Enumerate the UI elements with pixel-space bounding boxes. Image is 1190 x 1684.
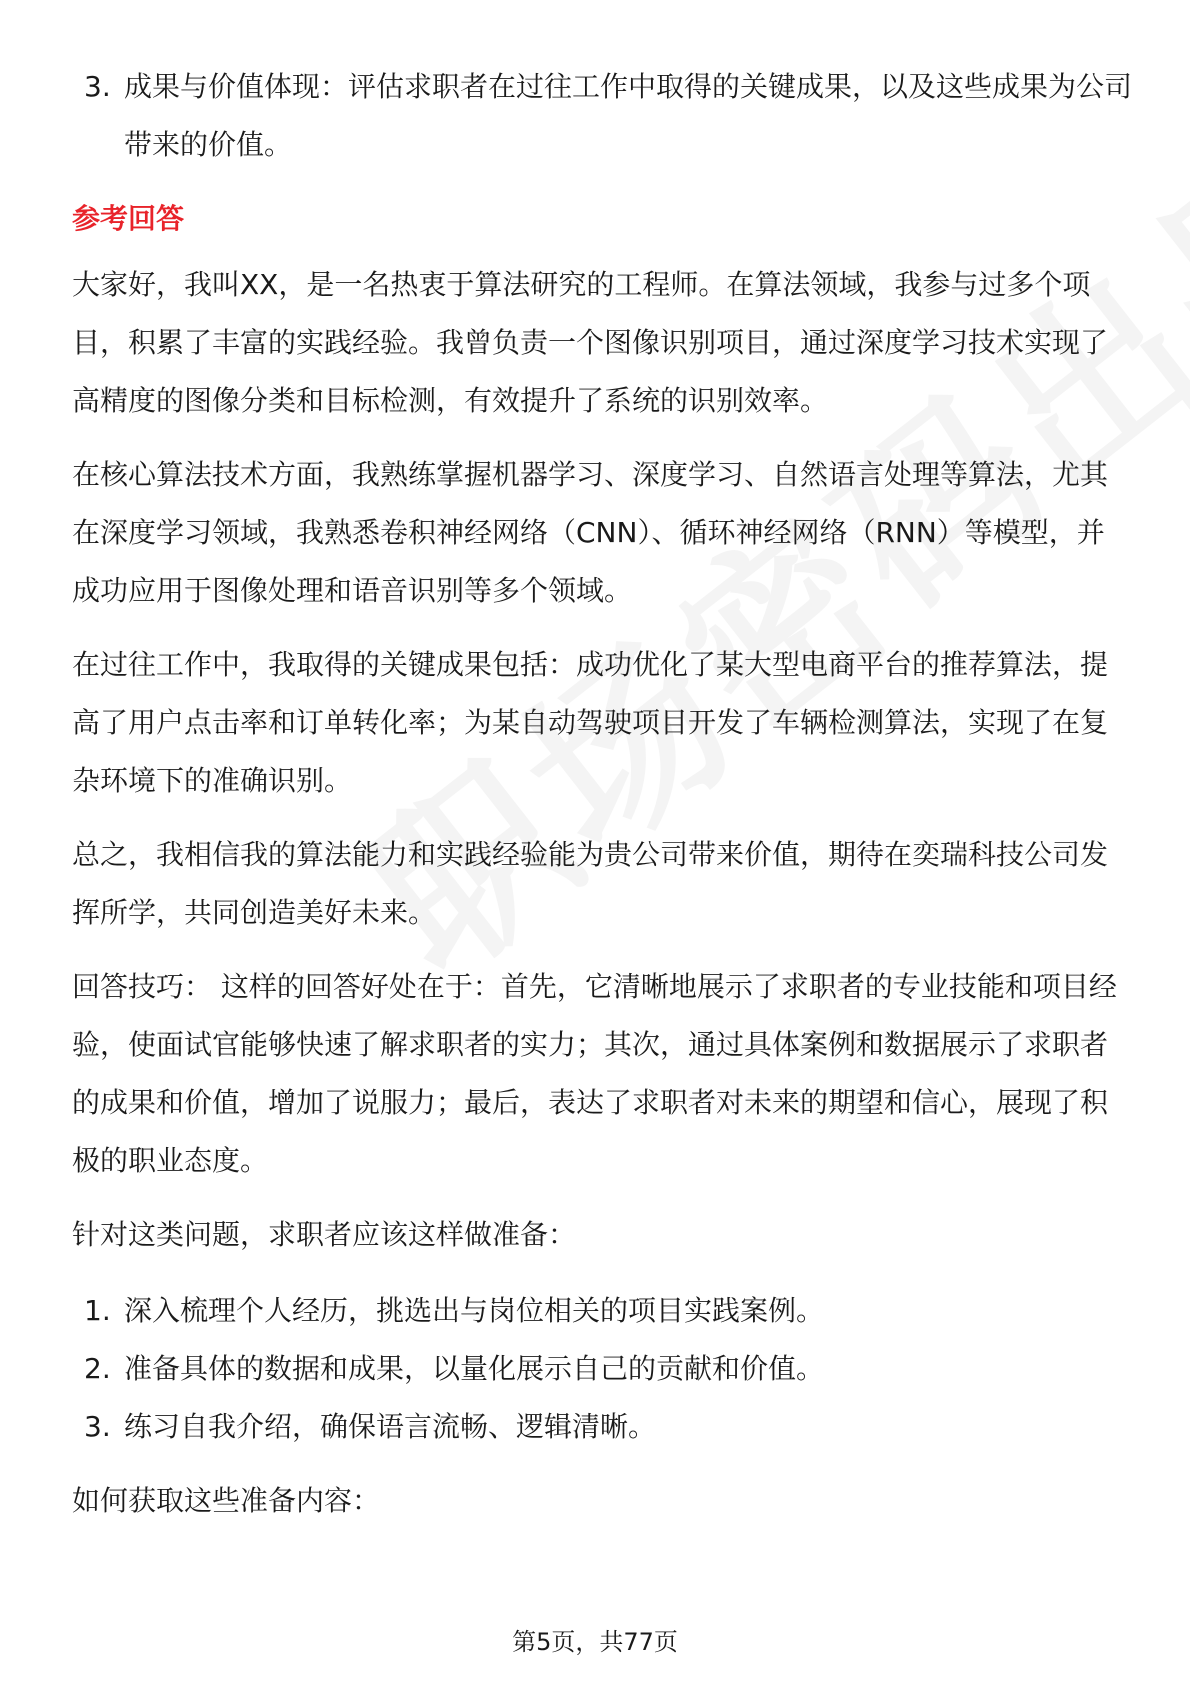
closing-paragraph: 如何获取这些准备内容： — [72, 1484, 381, 1517]
page-content — [72, 58, 1132, 1530]
criteria-item-3 — [72, 58, 1132, 174]
answer-paragraph-conclusion: 总之，我相信我的算法能力和实践经验能为贵公司带来价值，期待在奕瑞科技公司发挥所学，共同创造美好未来。 — [72, 838, 1109, 929]
list-number: 2. — [84, 1352, 111, 1385]
list-item-text: 练习自我介绍，确保语言流畅、逻辑清晰。 — [124, 1410, 657, 1443]
answer-paragraph-achievements: 在过往工作中，我取得的关键成果包括：成功优化了某大型电商平台的推荐算法，提高了用户点击率和订单转化率；为某自动驾驶项目开发了车辆检测算法，实现了在复杂环境下的准确识别。 — [72, 648, 1109, 797]
page-number: 第5页，共77页 — [512, 1628, 678, 1656]
answer-tips-paragraph: 回答技巧： 这样的回答好处在于：首先，它清晰地展示了求职者的专业技能和项目经验，使面试官能够快速了解求职者的实力；其次，通过具体案例和数据展示了求职者的成果和价值，增加了说服力；最后，表达了求职者对未来的期望和信心，展现了积极的职业态度。 — [72, 970, 1117, 1177]
list-number: 1. — [84, 1294, 111, 1327]
section-heading: 参考回答 — [72, 202, 185, 235]
prep-list-item — [72, 1398, 1132, 1456]
list-number: 3. — [84, 1410, 111, 1443]
prep-list — [72, 1282, 1132, 1456]
prep-list-item — [72, 1282, 1132, 1340]
answer-paragraph-intro: 大家好，我叫XX，是一名热衷于算法研究的工程师。在算法领域，我参与过多个项目，积累了丰富的实践经验。我曾负责一个图像识别项目，通过深度学习技术实现了高精度的图像分类和目标检测，有效提升了系统的识别效率。 — [72, 268, 1109, 417]
list-item-text: 成果与价值体现：评估求职者在过往工作中取得的关键成果，以及这些成果为公司带来的价值。 — [124, 70, 1133, 161]
prep-intro-paragraph: 针对这类问题，求职者应该这样做准备： — [72, 1218, 577, 1251]
list-number: 3. — [84, 70, 111, 103]
answer-paragraph-skills: 在核心算法技术方面，我熟练掌握机器学习、深度学习、自然语言处理等算法，尤其在深度学习领域，我熟悉卷积神经网络（CNN）、循环神经网络（RNN）等模型，并成功应用于图像处理和语音识别等多个领域。 — [72, 458, 1109, 607]
list-item-text: 深入梳理个人经历，挑选出与岗位相关的项目实践案例。 — [124, 1294, 825, 1327]
prep-list-item — [72, 1340, 1132, 1398]
list-item-text: 准备具体的数据和成果，以量化展示自己的贡献和价值。 — [124, 1352, 825, 1385]
